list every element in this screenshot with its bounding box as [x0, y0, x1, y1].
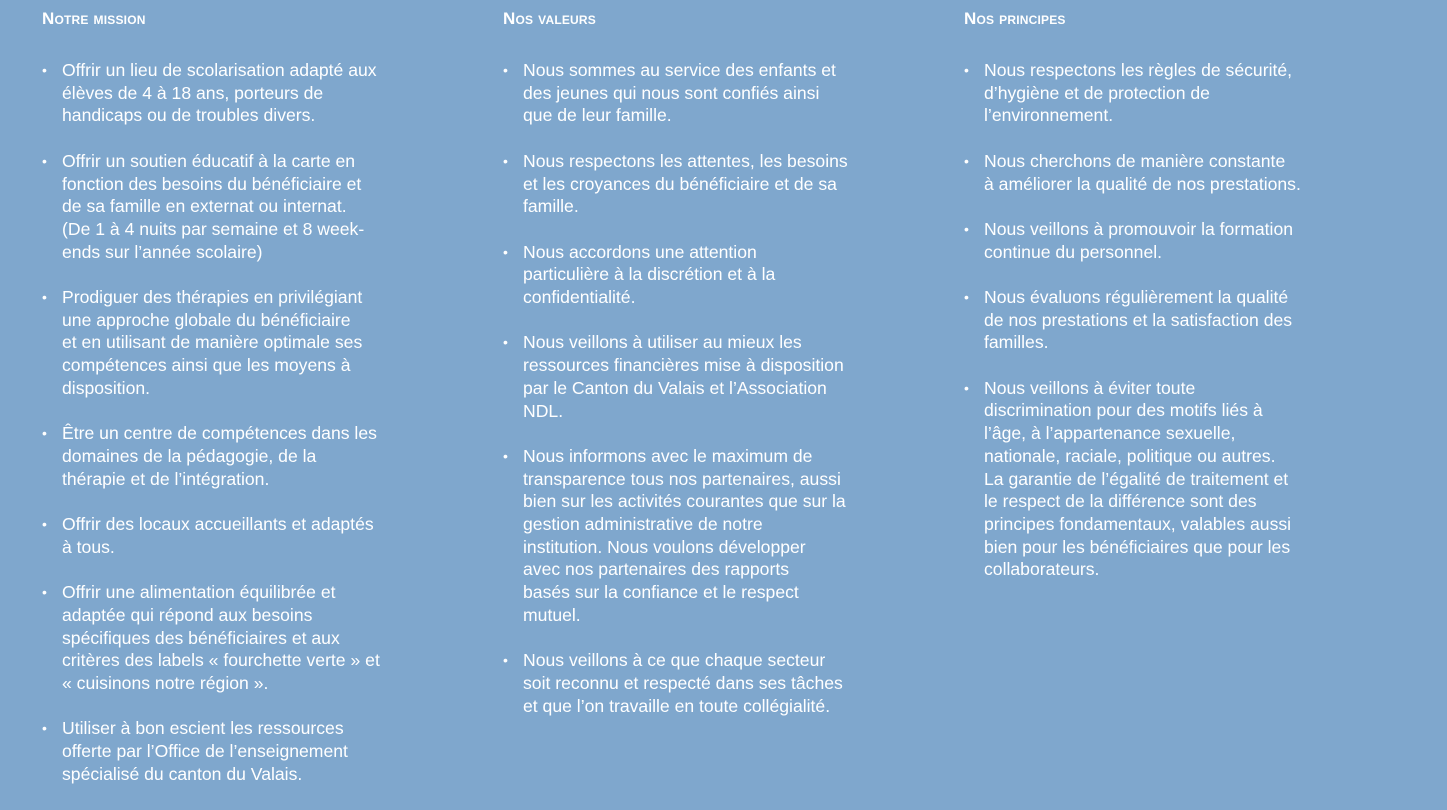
bullet-icon: •: [503, 334, 508, 351]
bullet-icon: •: [42, 516, 47, 532]
bullet-icon: •: [42, 584, 47, 601]
list-item: • Nous cherchons de manière constante à améliorer la qualité de nos prestations.: [964, 150, 1301, 194]
values-list: [503, 59, 948, 717]
list-item: • Nous sommes au service des enfants et des jeunes qui nous sont confiés ainsi que de leur famille.: [503, 60, 836, 126]
bullet-icon: •: [503, 243, 508, 260]
bullet-icon: •: [503, 652, 508, 669]
column-nos-valeurs: [503, 0, 948, 740]
list-item: • Offrir des locaux accueillants et adaptés à tous.: [42, 514, 374, 557]
list-item: • Être un centre de compétences dans les domaines de la pédagogie, de la thérapie et de l’intégration.: [42, 423, 377, 489]
list-item: • Nous veillons à promouvoir la formation continue du personnel.: [964, 218, 1294, 262]
principles-list: [964, 59, 1409, 581]
bullet-icon: •: [503, 62, 508, 78]
list-item: • Nous veillons à ce que chaque secteur soit reconnu et respecté dans ses tâches et que l’on travaille en toute collégialité.: [503, 650, 843, 716]
list-item: • Prodiguer des thérapies en privilégiant une approche globale du bénéficiaire et en utilisant de manière optimale ses compétences ainsi que les moyens à disposition.: [42, 287, 363, 398]
bullet-icon: •: [964, 152, 969, 169]
bullet-icon: •: [42, 720, 47, 737]
list-item: • Nous accordons une attention particulière à la discrétion et à la confidentialité.: [503, 241, 776, 307]
list-item: • Offrir une alimentation équilibrée et adaptée qui répond aux besoins spécifiques des bénéficiaires et aux critères des labels « fourchette verte » et « cuisinons notre région ».: [42, 582, 380, 693]
mission-list: [42, 59, 487, 785]
bullet-icon: •: [964, 288, 969, 305]
list-item: • Utiliser à bon escient les ressources offerte par l’Office de l’enseignement spécialisé du canton du Valais.: [42, 718, 348, 784]
list-item: • Offrir un lieu de scolarisation adapté aux élèves de 4 à 18 ans, porteurs de handicaps ou de troubles divers.: [42, 60, 377, 126]
column-nos-principes: [964, 0, 1409, 604]
bullet-icon: •: [42, 289, 47, 305]
column-notre-mission: [42, 0, 487, 808]
list-item: • Nous évaluons régulièrement la qualité de nos prestations et la satisfaction des familles.: [964, 286, 1293, 353]
bullet-icon: •: [964, 62, 969, 78]
bullet-icon: •: [42, 152, 47, 169]
column-title: Nos valeurs: [503, 9, 596, 28]
list-item: • Offrir un soutien éducatif à la carte en fonction des besoins du bénéficiaire et de sa famille en externat ou internat. (De 1 à 4 nuits par semaine et 8 week- ends sur l’année scolaire): [42, 150, 365, 262]
bullet-icon: •: [503, 152, 508, 169]
bullet-icon: •: [964, 379, 969, 396]
list-item: • Nous respectons les règles de sécurité, d’hygiène et de protection de l’environnement.: [964, 60, 1293, 126]
list-item: • Nous informons avec le maximum de transparence tous nos partenaires, aussi bien sur les activités courantes que sur la gestion administrative de notre institution. Nous voulons développer avec nos partenaires des rapports basés sur la confiance et le respect mutuel.: [503, 445, 846, 625]
list-item: • Nous veillons à éviter toute discrimination pour des motifs liés à l’âge, à l’appartenance sexuelle, nationale, raciale, politique ou autres. La garantie de l’égalité de traitement et le respect de la différence sont des principes fondamentaux, valables aussi bien pour les bénéficiaires que pour les collaborateurs.: [964, 377, 1292, 580]
bullet-icon: •: [503, 447, 508, 464]
list-item: • Nous veillons à utiliser au mieux les ressources financières mise à disposition par le Canton du Valais et l’Association NDL.: [503, 332, 844, 421]
list-item: • Nous respectons les attentes, les besoins et les croyances du bénéficiaire et de sa famille.: [503, 150, 848, 217]
column-title: Notre mission: [42, 9, 146, 28]
column-title: Nos principes: [964, 9, 1066, 28]
bullet-icon: •: [964, 220, 969, 237]
bullet-icon: •: [42, 62, 47, 78]
bullet-icon: •: [42, 425, 47, 442]
